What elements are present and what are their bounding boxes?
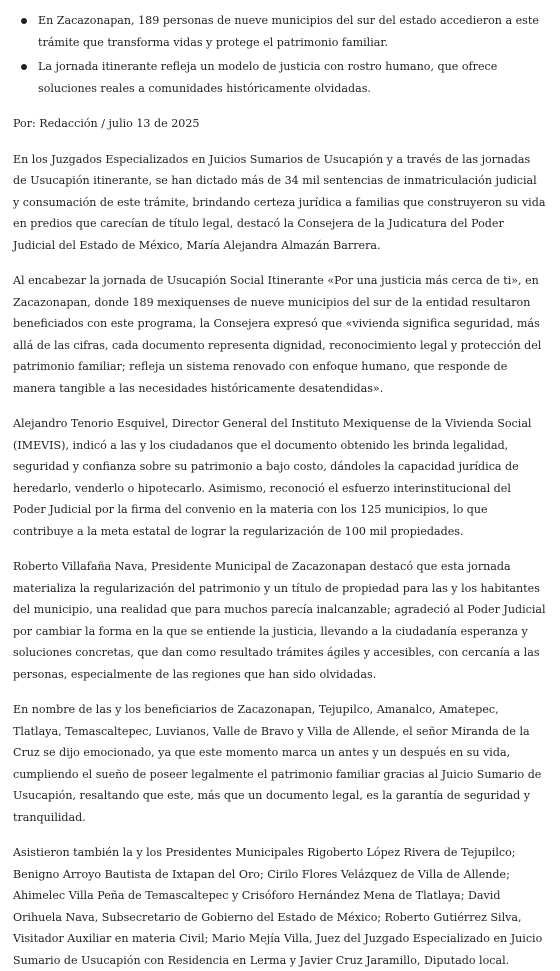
highlight-item bbox=[38, 56, 546, 99]
bullet-dot-icon bbox=[21, 18, 27, 24]
article-paragraph: Alejandro Tenorio Esquivel, Director General del Instituto Mexiquense de la Vivienda Social (IMEVIS), indicó a las y los ciudadanos que el documento obtenido les brinda legalidad, seguridad y confianza sobre su patrimonio a bajo costo, dándoles la capacidad jurídica de heredarlo, venderlo o hipotecarlo. Asimismo, reconoció el esfuerzo interinstitucional del Poder Judicial por la firma del convenio en la materia con los 125 municipios, lo que contribuye a la meta estatal de lograr la regularización de 100 mil propiedades. bbox=[13, 417, 532, 538]
highlights-list bbox=[13, 10, 546, 99]
highlight-item bbox=[38, 10, 546, 53]
highlight-text: En Zacazonapan, 189 personas de nueve municipios del sur del estado accedieron a este trámite que transforma vidas y protege el patrimonio familiar. bbox=[38, 14, 539, 49]
byline: Por: Redacción / julio 13 de 2025 bbox=[13, 117, 200, 130]
article-paragraph: Asistieron también la y los Presidentes Municipales Rigoberto López Rivera de Tejupilco; Benigno Arroyo Bautista de Ixtapan del Oro; Cirilo Flores Velázquez de Villa de Allende; Ahimelec Villa Peña de Temascaltepec y Crisóforo Hernández Mena de Tlatlaya; David Orihuela Nava, Subsecretario de Gobierno del Estado de México; Roberto Gutiérrez Silva, Visitador Auxiliar en materia Civil; Mario Mejía Villa, Juez del Juzgado Especializado en Juicio Sumario de Usucapión con Residencia en Lerma y Javier Cruz Jaramillo, Diputado local. bbox=[13, 846, 543, 967]
bullet-dot-icon bbox=[21, 64, 27, 70]
article-paragraph: Al encabezar la jornada de Usucapión Social Itinerante «Por una justicia más cerca de ti», en Zacazonapan, donde 189 mexiquenses de nueve municipios del sur de la entidad resultaron beneficiados con este programa, la Consejera expresó que «vivienda significa seguridad, más allá de las cifras, cada documento representa dignidad, reconocimiento legal y protección del patrimonio familiar; refleja un sistema renovado con enfoque humano, que responde de manera tangible a las necesidades históricamente desatendidas». bbox=[13, 274, 542, 395]
highlight-text: La jornada itinerante refleja un modelo de justicia con rostro humano, que ofrece soluciones reales a comunidades históricamente olvidadas. bbox=[38, 60, 498, 95]
article-paragraph: En nombre de las y los beneficiarios de Zacazonapan, Tejupilco, Amanalco, Amatepec, Tlatlaya, Temascaltepec, Luvianos, Valle de Bravo y Villa de Allende, el señor Miranda de la Cruz se dijo emocionado, ya que este momento marca un antes y un después en su vida, cumpliendo el sueño de poseer legalmente el patrimonio familiar gracias al Juicio Sumario de Usucapión, resaltando que este, más que un documento legal, es la garantía de seguridad y tranquilidad. bbox=[13, 703, 542, 824]
article-paragraph: En los Juzgados Especializados en Juicios Sumarios de Usucapión y a través de las jornadas de Usucapión itinerante, se han dictado más de 34 mil sentencias de inmatriculación judicial y consumación de este trámite, brindando certeza jurídica a familias que construyeron su vida en predios que carecían de título legal, destacó la Consejera de la Judicatura del Poder Judicial del Estado de México, María Alejandra Almazán Barrera. bbox=[13, 152, 546, 252]
article-paragraph: Roberto Villafaña Nava, Presidente Municipal de Zacazonapan destacó que esta jornada materializa la regularización del patrimonio y un título de propiedad para las y los habitantes del municipio, una realidad que para muchos parecía inalcanzable; agradeció al Poder Judicial por cambiar la forma en la que se entiende la justicia, llevando a la ciudadanía esperanza y soluciones concretas, que dan como resultado trámites ágiles y accesibles, con cercanía a las personas, especialmente de las regiones que han sido olvidadas. bbox=[13, 560, 546, 681]
